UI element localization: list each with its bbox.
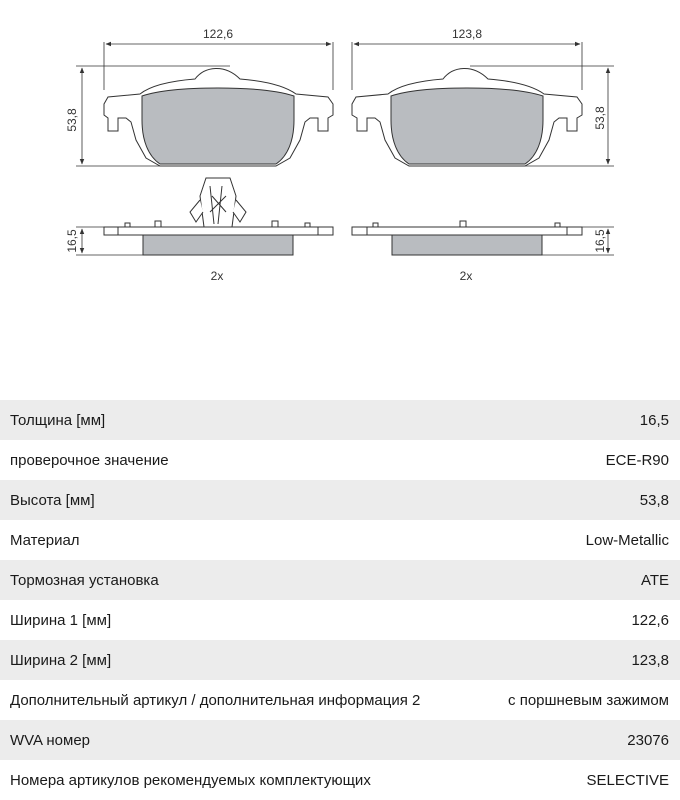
spec-value: 122,6 xyxy=(631,611,669,629)
spec-label: Номера артикулов рекомендуемых комплектующих xyxy=(10,771,371,789)
left-quantity-label: 2x xyxy=(210,269,224,283)
spec-label: Толщина [мм] xyxy=(10,411,106,429)
spec-label: WVA номер xyxy=(10,731,91,749)
spec-label: Ширина 2 [мм] xyxy=(10,651,112,669)
spec-value: 16,5 xyxy=(639,411,669,429)
left-width-label: 122,6 xyxy=(202,27,234,41)
brake-pad-technical-drawing xyxy=(0,0,680,300)
spec-label: проверочное значение xyxy=(10,451,169,469)
right-pad-side-view xyxy=(352,221,582,255)
left-height-label: 53,8 xyxy=(65,108,79,132)
spec-row-width-1 xyxy=(0,600,680,640)
right-height-label: 53,8 xyxy=(593,106,607,130)
left-thickness-label: 16,5 xyxy=(65,229,79,253)
spec-value: 123,8 xyxy=(631,651,669,669)
spec-value: ATE xyxy=(640,571,669,589)
spec-row-wva-number xyxy=(0,720,680,760)
spec-label: Тормозная установка xyxy=(10,571,159,589)
spec-row-additional-info xyxy=(0,680,680,720)
spec-value: с поршневым зажимом xyxy=(508,691,669,709)
spec-value: SELECTIVE xyxy=(586,771,669,789)
spec-row-height xyxy=(0,480,680,520)
spec-value: Low-Metallic xyxy=(585,531,669,549)
spec-label: Дополнительный артикул / дополнительная информация 2 xyxy=(10,691,421,709)
spec-value: 53,8 xyxy=(639,491,669,509)
right-width-label: 123,8 xyxy=(451,27,483,41)
left-pad-front-view xyxy=(104,68,333,166)
spec-row-thickness xyxy=(0,400,680,440)
right-quantity-label: 2x xyxy=(459,269,473,283)
spec-row-width-2 xyxy=(0,640,680,680)
right-pad-front-view xyxy=(352,68,582,166)
spec-row-accessories xyxy=(0,760,680,800)
spec-row-material xyxy=(0,520,680,560)
spec-label: Материал xyxy=(10,531,80,549)
spec-row-test-value xyxy=(0,440,680,480)
spec-label: Ширина 1 [мм] xyxy=(10,611,112,629)
spec-label: Высота [мм] xyxy=(10,491,95,509)
spec-value: ECE-R90 xyxy=(605,451,669,469)
specification-table xyxy=(0,400,680,800)
spec-value: 23076 xyxy=(627,731,669,749)
right-thickness-label: 16,5 xyxy=(593,229,607,253)
piston-clip-icon xyxy=(190,178,246,227)
spec-row-brake-system xyxy=(0,560,680,600)
